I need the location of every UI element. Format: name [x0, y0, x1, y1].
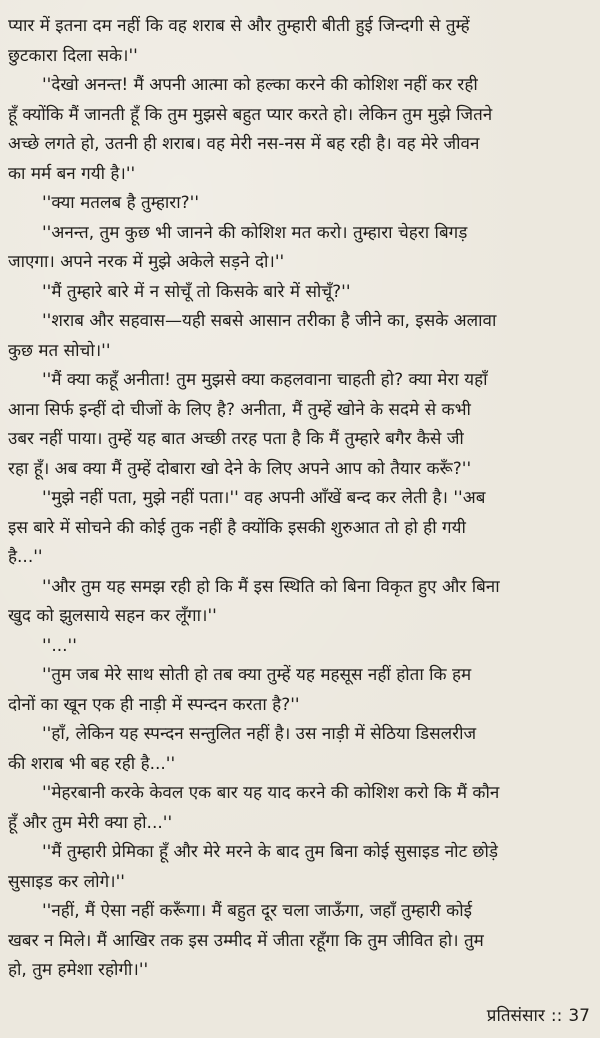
text-line: कुछ मत सोचो।'': [8, 340, 111, 361]
body-text: [8, 12, 592, 986]
book-title: प्रतिसंसार: [486, 1006, 545, 1026]
text-line: दोनों का खून एक ही नाड़ी में स्पन्दन करता है?'': [8, 694, 300, 715]
text-line: का मर्म बन गयी है।'': [8, 163, 136, 184]
text-line: ''अनन्त, तुम कुछ भी जानने की कोशिश मत करो। तुम्हारा चेहरा बिगड़: [42, 222, 468, 243]
page-number: 37: [568, 1006, 590, 1026]
text-line: हूँ और तुम मेरी क्या हो...'': [8, 812, 173, 833]
text-line: जाएगा। अपने नरक में मुझे अकेले सड़ने दो।'': [8, 252, 285, 272]
text-line: ''तुम जब मेरे साथ सोती हो तब क्या तुम्हें यह महसूस नहीं होता कि हम: [42, 665, 472, 685]
text-line: छुटकारा दिला सके।'': [8, 45, 138, 66]
text-line: ''मैं तुम्हारे बारे में न सोचूँ तो किसके बारे में सोचूँ?'': [42, 281, 351, 302]
text-line: रहा हूँ। अब क्या मैं तुम्हें दोबारा खो देने के लिए अपने आप को तैयार करूँ?'': [8, 458, 472, 479]
footer-separator: ::: [550, 1006, 563, 1026]
text-line: आना सिर्फ इन्हीं दो चीजों के लिए है? अनीता, मैं तुम्हें खोने के सदमे से कभी: [8, 399, 471, 420]
text-line: ''...'': [42, 635, 77, 656]
text-line: अच्छे लगते हो, उतनी ही शराब। वह मेरी नस-नस में बह रही है। वह मेरे जीवन: [8, 134, 480, 154]
text-line: ''क्या मतलब है तुम्हारा?'': [42, 193, 200, 213]
page-footer: [487, 1004, 590, 1028]
text-line: ''मुझे नहीं पता, मुझे नहीं पता।'' वह अपनी आँखें बन्द कर लेती है। ''अब: [42, 488, 486, 508]
text-line: ''मैं क्या कहूँ अनीता! तुम मुझसे क्या कहलवाना चाहती हो? क्या मेरा यहाँ: [42, 370, 488, 390]
text-line: ''हाँ, लेकिन यह स्पन्दन सन्तुलित नहीं है। उस नाड़ी में सेठिया डिसलरीज: [42, 724, 477, 744]
text-line: हो, तुम हमेशा रहोगी।'': [8, 960, 149, 980]
text-line: इस बारे में सोचने की कोई तुक नहीं है क्योंकि इसकी शुरुआत तो हो ही गयी: [8, 517, 466, 538]
text-line: खबर न मिले। मैं आखिर तक इस उम्मीद में जीता रहूँगा कि तुम जीवित हो। तुम: [8, 930, 484, 951]
text-line: प्यार में इतना दम नहीं कि वह शराब से और तुम्हारी बीती हुई जिन्दगी से तुम्हें: [8, 16, 470, 36]
text-line: उबर नहीं पाया। तुम्हें यह बात अच्छी तरह पता है कि मैं तुम्हारे बगैर कैसे जी: [8, 429, 464, 449]
text-line: ''मैं तुम्हारी प्रेमिका हूँ और मेरे मरने के बाद तुम बिना कोई सुसाइड नोट छोड़े: [42, 842, 498, 862]
text-line: है...'': [8, 547, 43, 567]
text-line: ''नहीं, मैं ऐसा नहीं करूँगा। मैं बहुत दूर चला जाऊँगा, जहाँ तुम्हारी कोई: [42, 901, 472, 921]
text-line: की शराब भी बह रही है...'': [8, 753, 176, 774]
text-line: ''देखो अनन्त! मैं अपनी आत्मा को हल्का करने की कोशिश नहीं कर रही: [42, 75, 478, 95]
text-line: हूँ क्योंकि मैं जानती हूँ कि तुम मुझसे बहुत प्यार करते हो। लेकिन तुम मुझे जितने: [8, 104, 493, 125]
text-line: खुद को झुलसाये सहन कर लूँगा।'': [8, 606, 217, 626]
text-line: ''शराब और सहवास—यही सबसे आसान तरीका है जीने का, इसके अलावा: [42, 311, 497, 331]
text-line: ''मेहरबानी करके केवल एक बार यह याद करने की कोशिश करो कि मैं कौन: [42, 783, 500, 803]
text-line: ''और तुम यह समझ रही हो कि मैं इस स्थिति को बिना विकृत हुए और बिना: [42, 576, 500, 597]
text-line: सुसाइड कर लोगे।'': [8, 871, 125, 892]
